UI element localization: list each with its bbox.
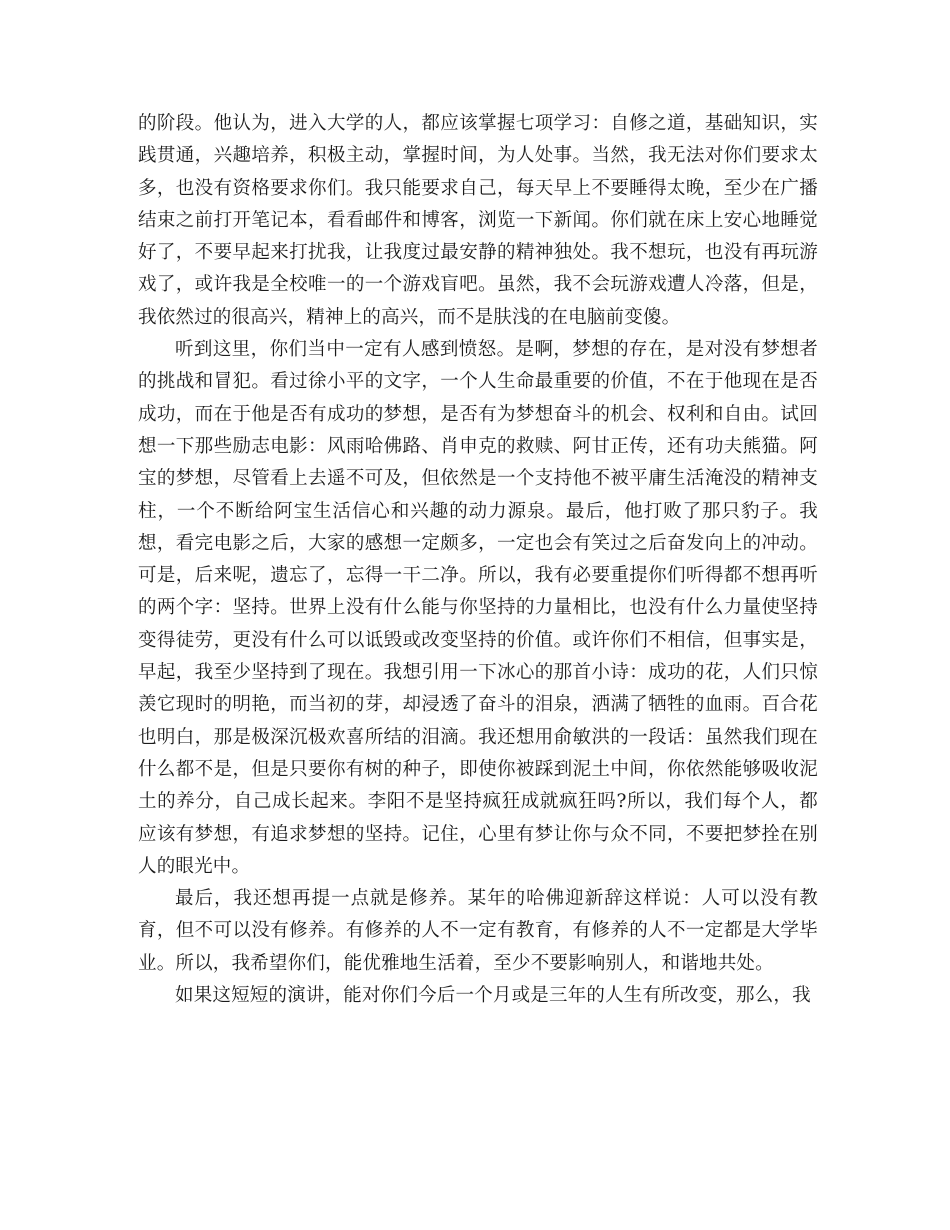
paragraph-4: 如果这短短的演讲，能对你们今后一个月或是三年的人生有所改变，那么，我	[175, 985, 811, 1007]
paragraph-1: 的阶段。他认为，进入大学的人，都应该掌握七项学习：自修之道，基础知识，实践贯通，兴趣培养，积极主动，掌握时间，为人处事。当然，我无法对你们要求太多，也没有资格要求你们。我只能要求自己，每天早上不要睡得太晚，至少在广播结束之前打开笔记本，看看邮件和博客，浏览一下新闻。你们就在床上安心地睡觉好了，不要早起来打扰我，让我度过最安静的精神独处。我不想玩，也没有再玩游戏了，或许我是全校唯一的一个游戏盲吧。虽然，我不会玩游戏遭人冷落，但是，我依然过的很高兴，精神上的高兴，而不是肤浅的在电脑前变傻。	[138, 113, 818, 328]
document-page	[138, 108, 818, 1012]
paragraph-2: 听到这里，你们当中一定有人感到愤怒。是啊，梦想的存在，是对没有梦想者的挑战和冒犯。看过徐小平的文字，一个人生命最重要的价值，不在于他现在是否成功，而在于他是否有成功的梦想，是否有为梦想奋斗的机会、权利和自由。试回想一下那些励志电影：风雨哈佛路、肖申克的救赎、阿甘正传，还有功夫熊猫。阿宝的梦想，尽管看上去遥不可及，但依然是一个支持他不被平庸生活淹没的精神支柱，一个不断给阿宝生活信心和兴趣的动力源泉。最后，他打败了那只豹子。我想，看完电影之后，大家的感想一定颇多，一定也会有笑过之后奋发向上的冲动。可是，后来呢，遗忘了，忘得一干二净。所以，我有必要重提你们听得都不想再听的两个字：坚持。世界上没有什么能与你坚持的力量相比，也没有什么力量使坚持变得徒劳，更没有什么可以诋毁或改变坚持的价值。或许你们不相信，但事实是，早起，我至少坚持到了现在。我想引用一下冰心的那首小诗：成功的花，人们只惊羡它现时的明艳，而当初的芽，却浸透了奋斗的泪泉，洒满了牺牲的血雨。百合花也明白，那是极深沉极欢喜所结的泪滴。我还想用俞敏洪的一段话：虽然我们现在什么都不是，但是只要你有树的种子，即使你被踩到泥土中间，你依然能够吸收泥土的养分，自己成长起来。李阳不是坚持疯狂成就疯狂吗?所以，我们每个人，都应该有梦想，有追求梦想的坚持。记住，心里有梦让你与众不同，不要把梦拴在别人的眼光中。	[138, 339, 818, 877]
paragraph-3: 最后，我还想再提一点就是修养。某年的哈佛迎新辞这样说：人可以没有教育，但不可以没有修养。有修养的人不一定有教育，有修养的人不一定都是大学毕业。所以，我希望你们，能优雅地生活着，至少不要影响别人，和谐地共处。	[138, 888, 818, 974]
